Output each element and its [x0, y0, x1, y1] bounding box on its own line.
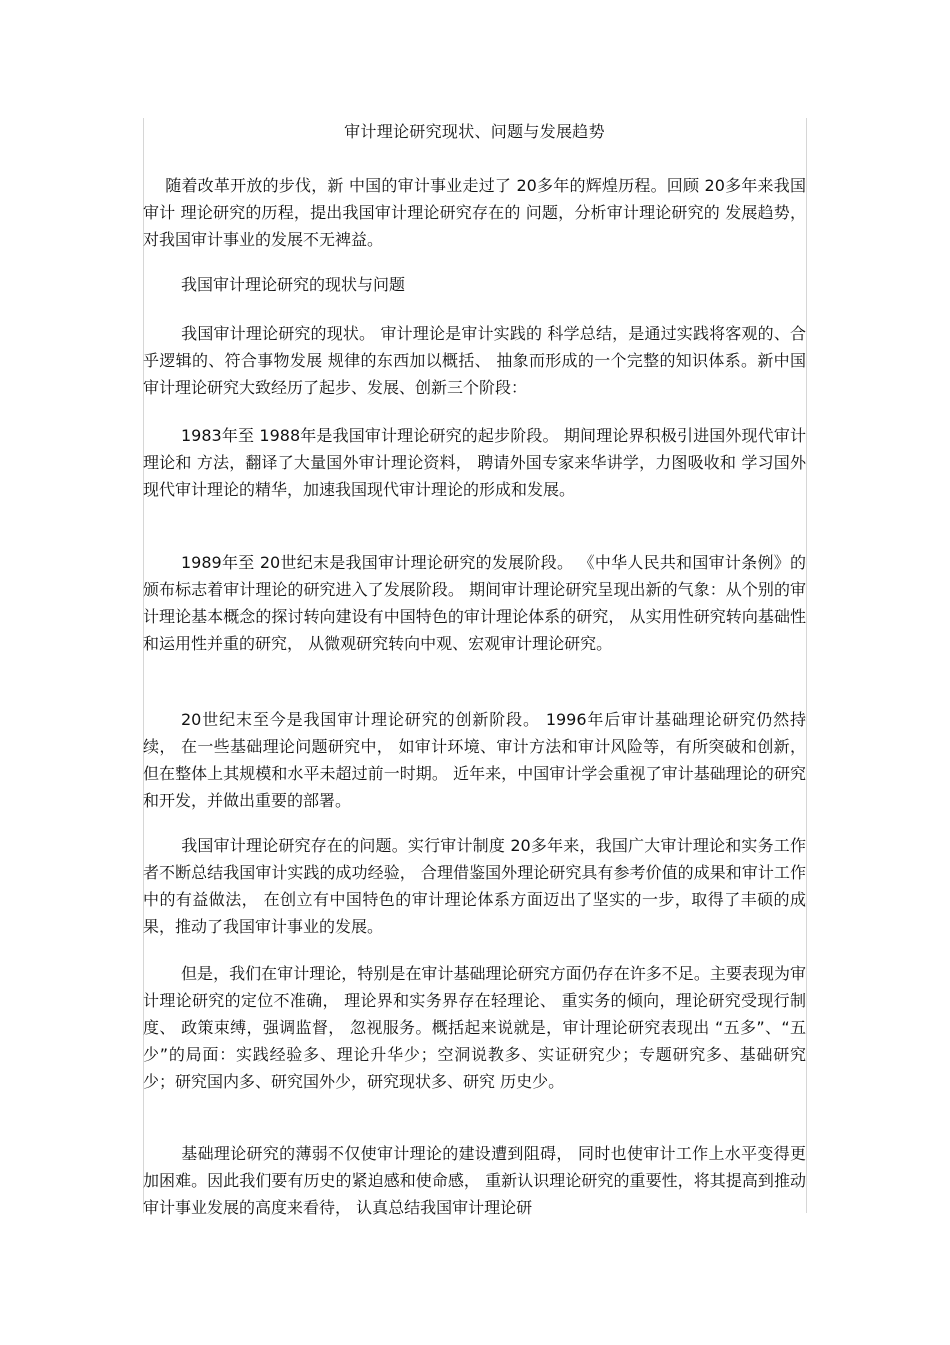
paragraph-stage-1 — [143, 422, 806, 503]
paragraph-text: 基础理论研究的薄弱不仅使审计理论的建设遭到阻碍， 同时也使审计工作上水平变得更加困难。因此我们要有历史的紧迫感和使命感， 重新认识理论研究的重要性，将其提高到推动审计事业发展的高度来看待， 认真总结我国审计理论研 — [143, 1144, 806, 1217]
paragraph-shortcomings — [143, 960, 806, 1095]
paragraph-stage-3 — [143, 706, 806, 814]
document-title: 审计理论研究现状、问题与发展趋势 — [344, 122, 605, 141]
paragraph-current-state — [143, 320, 806, 401]
paragraph-text: 但是，我们在审计理论，特别是在审计基础理论研究方面仍存在许多不足。主要表现为审计理论研究的定位不准确， 理论界和实务界存在轻理论、 重实务的倾向，理论研究受现行制度、 政策束缚，强调监督， 忽视服务。概括起来说就是，审计理论研究表现出 “五多”、“五少”的局面：实践经验多、理论升华少；空洞说教多、实证研究少；专题研究多、基础研究少；研究国内多、研究国外少，研究现状多、研究 历史少。 — [143, 964, 806, 1091]
heading-text: 我国审计理论研究的现状与问题 — [181, 275, 406, 294]
right-margin-rule — [806, 118, 807, 1213]
paragraph-foundation — [143, 1140, 806, 1221]
paragraph-text: 随着改革开放的步伐，新 中国的审计事业走过了 20多年的辉煌历程。回顾 20多年来我国审计 理论研究的历程，提出我国审计理论研究存在的 问题，分析审计理论研究的 发展趋势，对我国审计事业的发展不无裨益。 — [143, 176, 806, 249]
paragraph-intro — [143, 172, 806, 253]
paragraph-stage-2 — [143, 549, 806, 657]
paragraph-text: 1989年至 20世纪末是我国审计理论研究的发展阶段。 《中华人民共和国审计条例》的颁布标志着审计理论的研究进入了发展阶段。 期间审计理论研究呈现出新的气象：从个别的审计理论基本概念的探讨转向建设有中国特色的审计理论体系的研究， 从实用性研究转向基础性和运用性并重的研究， 从微观研究转向中观、宏观审计理论研究。 — [143, 553, 806, 653]
paragraph-problems — [143, 832, 806, 940]
paragraph-text: 我国审计理论研究的现状。 审计理论是审计实践的 科学总结，是通过实践将客观的、合乎逻辑的、符合事物发展 规律的东西加以概括、 抽象而形成的一个完整的知识体系。新中国审计理论研究大致经历了起步、发展、创新三个阶段： — [143, 324, 806, 397]
paragraph-text: 1983年至 1988年是我国审计理论研究的起步阶段。 期间理论界积极引进国外现代审计理论和 方法，翻译了大量国外审计理论资料， 聘请外国专家来华讲学，力图吸收和 学习国外现代审计理论的精华，加速我国现代审计理论的形成和发展。 — [143, 426, 806, 499]
paragraph-text: 20世纪末至今是我国审计理论研究的创新阶段。 1996年后审计基础理论研究仍然持续， 在一些基础理论问题研究中， 如审计环境、审计方法和审计风险等，有所突破和创新， 但在整体上其规模和水平未超过前一时期。 近年来，中国审计学会重视了审计基础理论的研究和开发，并做出重要的部署。 — [143, 710, 806, 810]
section-heading — [143, 271, 806, 298]
paragraph-text: 我国审计理论研究存在的问题。实行审计制度 20多年来，我国广大审计理论和实务工作者不断总结我国审计实践的成功经验， 合理借鉴国外理论研究具有参考价值的成果和审计工作中的有益做法， 在创立有中国特色的审计理论体系方面迈出了坚实的一步，取得了丰硕的成果，推动了我国审计事业的发展。 — [143, 836, 806, 936]
